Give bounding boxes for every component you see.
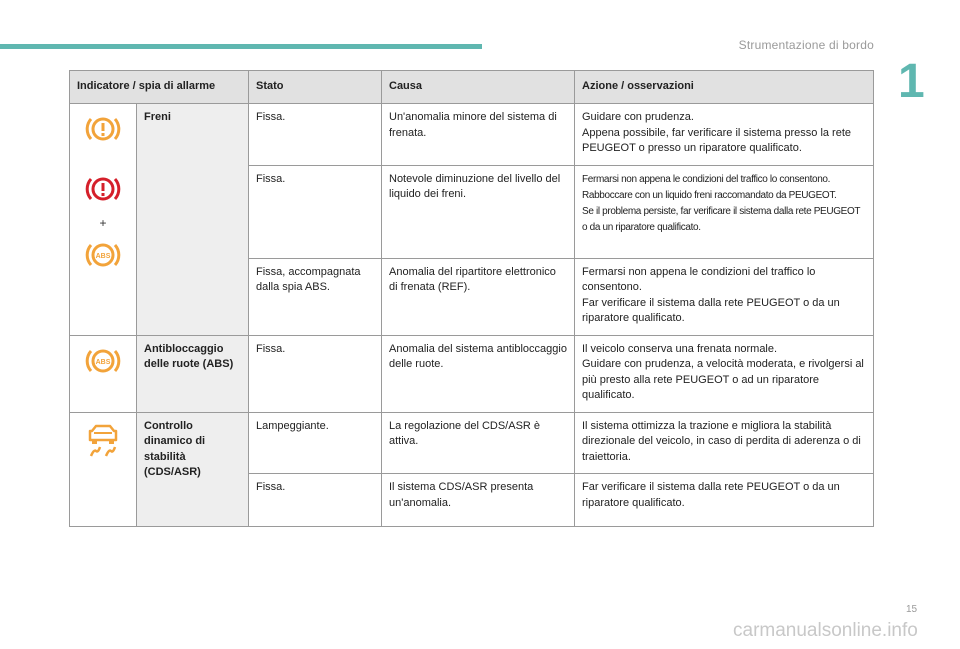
brakes-cause-3: Anomalia del ripartitore elettronico di frenata (REF). xyxy=(382,258,575,335)
brake-warning-amber-icon xyxy=(85,114,121,144)
abs-name: Antibloccaggio delle ruote (ABS) xyxy=(137,335,249,412)
abs-state: Fissa. xyxy=(249,335,382,412)
brakes-cause-1: Un'anomalia minore del sistema di frenata. xyxy=(382,104,575,166)
plus-sign: + xyxy=(99,216,107,230)
dsc-action-2 xyxy=(575,474,874,527)
footer-watermark: carmanualsonline.info xyxy=(733,620,918,641)
action-line: Guidare con prudenza, a velocità moderata, e rivolgersi al più presto alla rete PEUGEOT o ad un riparatore qualificato. xyxy=(582,358,864,401)
header-indicator: Indicatore / spia di allarme xyxy=(70,71,249,104)
action-line: Rabboccare con un liquido freni raccomandato da PEUGEOT. xyxy=(582,189,837,201)
page-number: 15 xyxy=(906,604,918,615)
abs-icon-cell xyxy=(70,335,137,412)
action-line: Far verificare il sistema dalla rete PEUGEOT o da un riparatore qualificato. xyxy=(582,296,840,324)
action-line: Appena possibile, far verificare il sistema presso la rete PEUGEOT o presso un riparatore qualificato. xyxy=(582,126,852,154)
dsc-state-2: Fissa. xyxy=(249,474,382,527)
dsc-state-1: Lampeggiante. xyxy=(249,412,382,474)
abs-amber-icon xyxy=(85,240,121,270)
abs-action xyxy=(575,335,874,412)
dsc-name: Controllo dinamico di stabilità (CDS/ASR) xyxy=(137,412,249,527)
dsc-cause-2: Il sistema CDS/ASR presenta un'anomalia. xyxy=(382,474,575,527)
brakes-name: Freni xyxy=(137,104,249,336)
abs-amber-icon xyxy=(85,346,121,376)
dsc-action-1 xyxy=(575,412,874,474)
action-line: Se il problema persiste, far verificare il sistema dalla rete PEUGEOT o da un riparatore qualificato. xyxy=(582,205,860,233)
table-row xyxy=(70,104,874,166)
brakes-state-3: Fissa, accompagnata dalla spia ABS. xyxy=(249,258,382,335)
header-state: Stato xyxy=(249,71,382,104)
brakes-state-1: Fissa. xyxy=(249,104,382,166)
brakes-action-3 xyxy=(575,258,874,335)
action-line: Il veicolo conserva una frenata normale. xyxy=(582,342,778,355)
abs-cause: Anomalia del sistema antibloccaggio delle ruote. xyxy=(382,335,575,412)
action-line: Fermarsi non appena le condizioni del traffico lo consentono. xyxy=(582,173,831,185)
brakes-state-2: Fissa. xyxy=(249,165,382,258)
brakes-action-2 xyxy=(575,165,874,258)
header-cause: Causa xyxy=(382,71,575,104)
brakes-action-1 xyxy=(575,104,874,166)
brake-warning-red-icon xyxy=(85,174,121,204)
brakes-cause-2: Notevole diminuzione del livello del liquido dei freni. xyxy=(382,165,575,258)
header-action: Azione / osservazioni xyxy=(575,71,874,104)
chapter-number: 1 xyxy=(898,55,925,108)
dsc-icon-cell xyxy=(70,412,137,527)
stability-control-amber-icon xyxy=(85,423,121,459)
dsc-cause-1: La regolazione del CDS/ASR è attiva. xyxy=(382,412,575,474)
table-header-row xyxy=(70,71,874,104)
warning-lights-table xyxy=(69,70,874,527)
table-row xyxy=(70,412,874,474)
table-row xyxy=(70,335,874,412)
svg-text:ABS: ABS xyxy=(95,358,111,366)
action-line: Guidare con prudenza. xyxy=(582,111,694,123)
header-accent-bar xyxy=(0,44,482,49)
svg-text:ABS: ABS xyxy=(95,252,111,260)
section-title: Strumentazione di bordo xyxy=(738,38,874,52)
action-line: Il sistema ottimizza la trazione e migliora la stabilità direzionale del veicolo, in caso di perdita di aderenza o di traiettoria. xyxy=(582,419,861,463)
brakes-icon-cell xyxy=(70,104,137,336)
action-line: Fermarsi non appena le condizioni del traffico lo consentono. xyxy=(582,265,816,293)
action-line: Far verificare il sistema dalla rete PEUGEOT o da un riparatore qualificato. xyxy=(582,481,840,509)
